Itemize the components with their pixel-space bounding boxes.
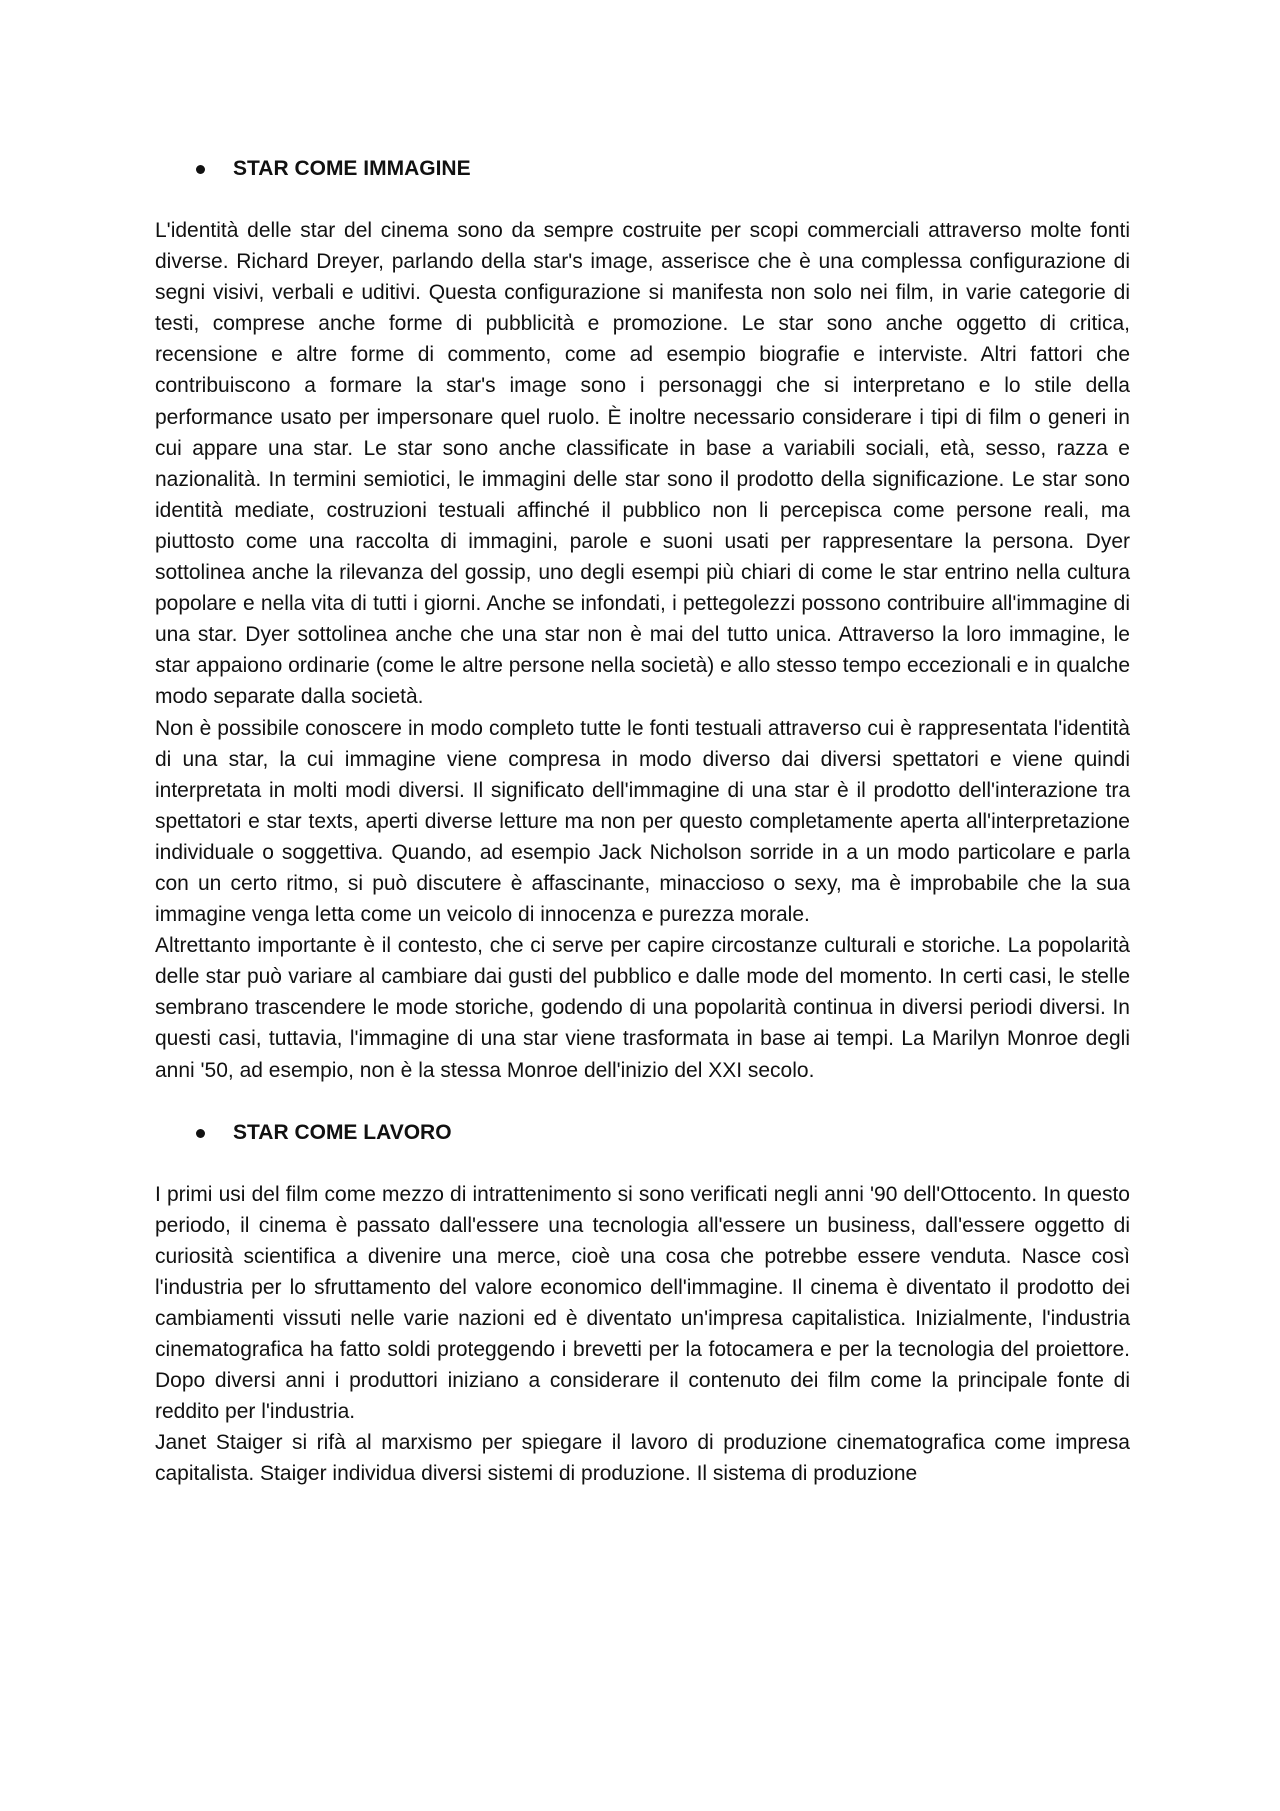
section-heading-star-come-immagine — [155, 153, 1130, 184]
paragraph: Janet Staiger si rifà al marxismo per spiegare il lavoro di produzione cinematografica come impresa capitalista. Staiger individua diversi sistemi di produzione. Il sistema di produzione — [155, 1431, 1130, 1486]
section-heading-text: STAR COME IMMAGINE — [233, 157, 471, 180]
section-heading-star-come-lavoro — [155, 1117, 1130, 1148]
blank-line — [155, 184, 1130, 215]
bullet-icon — [196, 165, 205, 174]
paragraph: L'identità delle star del cinema sono da sempre costruite per scopi commerciali attraverso molte fonti diverse. Richard Dreyer, parlando della star's image, asserisce che è una complessa configurazione di segni visivi, verbali e uditivi. Questa configurazione si manifesta non solo nei film, in varie categorie di testi, comprese anche forme di pubblicità e promozione. Le star sono anche oggetto di critica, recensione e altre forme di commento, come ad esempio biografie e interviste. Altri fattori che contribuiscono a formare la star's image sono i personaggi che si interpretano e lo stile della performance usato per impersonare quel ruolo. È inoltre necessario considerare i tipi di film o generi in cui appare una star. Le star sono anche classificate in base a variabili sociali, età, sesso, razza e nazionalità. In termini semiotici, le immagini delle star sono il prodotto della significazione. Le star sono identità mediate, costruzioni testuali affinché il pubblico non li percepisca come persone reali, ma piuttosto come una raccolta di immagini, parole e suoni usati per rappresentare la persona. Dyer sottolinea anche la rilevanza del gossip, uno degli esempi più chiari di come le star entrino nella cultura popolare e nella vita di tutti i giorni. Anche se infondati, i pettegolezzi possono contribuire all'immagine di una star. Dyer sottolinea anche che una star non è mai del tutto unica. Attraverso la loro immagine, le star appaiono ordinarie (come le altre persone nella società) e allo stesso tempo eccezionali e in qualche modo separate dalla società. — [155, 219, 1130, 709]
blank-line — [155, 1086, 1130, 1117]
paragraph: Non è possibile conoscere in modo completo tutte le fonti testuali attraverso cui è rappresentata l'identità di una star, la cui immagine viene compresa in modo diverso dai diversi spettatori e viene quindi interpretata in molti modi diversi. Il significato dell'immagine di una star è il prodotto dell'interazione tra spettatori e star texts, aperti diverse letture ma non per questo completamente aperta all'interpretazione individuale o soggettiva. Quando, ad esempio Jack Nicholson sorride in a un modo particolare e parla con un certo ritmo, si può discutere è affascinante, minaccioso o sexy, ma è improbabile che la sua immagine venga letta come un veicolo di innocenza e purezza morale. — [155, 716, 1130, 927]
paragraph: I primi usi del film come mezzo di intrattenimento si sono verificati negli anni '90 dell'Ottocento. In questo periodo, il cinema è passato dall'essere una tecnologia all'essere un business, dall'essere oggetto di curiosità scientifica a divenire una merce, cioè una cosa che potrebbe essere venduta. Nasce così l'industria per lo sfruttamento del valore economico dell'immagine. Il cinema è diventato il prodotto dei cambiamenti vissuti nelle varie nazioni ed è diventato un'impresa capitalistica. Inizialmente, l'industria cinematografica ha fatto soldi proteggendo i brevetti per la fotocamera e per la tecnologia del proiettore. Dopo diversi anni i produttori iniziano a considerare il contenuto dei film come la principale fonte di reddito per l'industria. — [155, 1182, 1130, 1424]
paragraph: Altrettanto importante è il contesto, che ci serve per capire circostanze culturali e storiche. La popolarità delle star può variare al cambiare dai gusti del pubblico e dalle mode del momento. In certi casi, le stelle sembrano trascendere le mode storiche, godendo di una popolarità continua in diversi periodi diversi. In questi casi, tuttavia, l'immagine di una star viene trasformata in base ai tempi. La Marilyn Monroe degli anni '50, ad esempio, non è la stessa Monroe dell'inizio del XXI secolo. — [155, 934, 1130, 1082]
bullet-icon — [196, 1129, 205, 1138]
section-heading-text: STAR COME LAVORO — [233, 1120, 452, 1144]
document-body — [155, 150, 1130, 1490]
blank-line — [155, 1148, 1130, 1179]
